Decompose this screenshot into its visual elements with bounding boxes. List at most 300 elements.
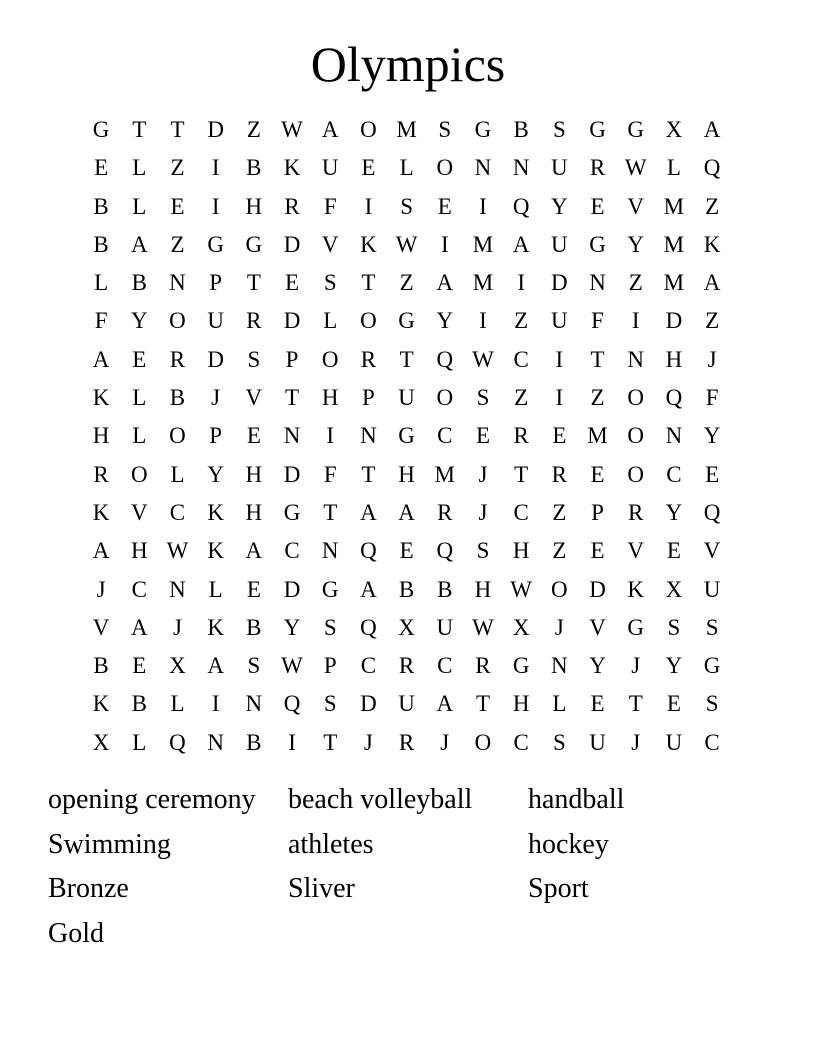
grid-letter: Y [283,614,301,640]
grid-letter: O [169,423,186,449]
grid-letter: B [93,653,109,679]
grid-letter: R [398,729,415,755]
grid-letter: N [665,423,683,449]
grid-letter: Y [627,231,645,257]
grid-letter: H [245,499,263,525]
grid-letter: M [587,423,608,449]
grid-letter: Y [665,499,683,525]
grid-letter: I [479,193,487,219]
grid-letter: R [628,499,644,525]
grid-letter: O [627,385,645,411]
grid-letter: L [208,576,223,602]
grid-letter: R [93,461,109,487]
word-list-item: opening ceremony [48,784,256,815]
grid-letter: W [395,231,418,257]
grid-letter: S [323,270,337,296]
grid-letter: H [512,691,530,717]
grid-letter: M [396,117,417,142]
grid-letter: B [398,576,415,602]
grid-letter: C [666,461,682,487]
grid-letter: D [283,308,301,334]
grid-letter: B [513,117,529,142]
grid-letter: Z [246,117,261,142]
grid-letter: V [130,499,148,525]
grid-letter: M [663,231,685,257]
grid-letter: A [436,691,454,717]
grid-letter: K [283,155,301,181]
grid-letter: C [513,729,529,755]
grid-letter: F [323,461,337,487]
grid-letter: T [323,499,338,525]
grid-letter: N [551,653,568,679]
grid-letter: C [513,499,529,525]
grid-letter: S [552,729,566,755]
grid-letter: H [474,576,492,602]
grid-letter: D [551,270,568,296]
grid-letter: Y [551,193,568,219]
grid-letter: M [663,270,685,296]
grid-letter: D [283,576,301,602]
grid-letter: U [207,308,224,334]
grid-letter: A [436,270,454,296]
grid-letter: A [92,538,110,564]
grid-letter: I [211,193,220,219]
grid-letter: I [211,691,220,717]
grid-letter: I [211,155,220,181]
grid-letter: Z [170,155,185,181]
grid-letter: J [172,614,182,640]
grid-letter: L [552,691,567,717]
grid-letter: R [398,653,415,679]
grid-letter: P [209,270,223,296]
grid-letter: J [211,385,221,411]
grid-letter: D [665,308,683,334]
grid-letter: Q [169,729,186,755]
grid-letter: C [513,346,529,372]
grid-letter: J [363,729,373,755]
grid-letter: L [132,423,147,449]
grid-letter: N [245,691,263,717]
grid-letter: R [475,653,491,679]
grid-letter: Q [703,155,721,181]
grid-letter: O [436,155,454,181]
grid-letter: H [398,461,415,487]
grid-letter: N [512,155,530,181]
grid-letter: U [551,231,568,257]
grid-letter: T [323,729,338,755]
grid-letter: J [440,729,450,755]
grid-letter: D [283,461,301,487]
grid-letter: L [399,155,414,181]
grid-letter: E [361,155,376,181]
grid-letter: E [666,691,681,717]
grid-letter: I [479,308,487,334]
grid-letter: X [92,729,110,755]
grid-letter: B [131,691,147,717]
grid-letter: R [284,193,300,219]
grid-letter: Q [436,346,454,372]
word-list-item: hockey [528,828,609,860]
word-list-item: Bronze [48,873,129,905]
grid-letter: O [360,117,377,142]
grid-letter: G [474,117,492,142]
grid-letter: U [665,729,683,755]
grid-letter: Y [589,653,606,679]
grid-letter: Z [514,308,529,334]
grid-letter: E [132,653,147,679]
grid-letter: J [554,614,564,640]
grid-letter: O [360,308,377,334]
grid-letter: H [245,193,263,219]
grid-letter: G [589,231,606,257]
grid-letter: T [514,461,529,487]
grid-letter: J [478,461,488,487]
grid-letter: D [589,576,606,602]
grid-letter: A [92,346,110,372]
grid-letter: Z [705,308,720,334]
grid-letter: N [321,538,339,564]
grid-letter: S [705,691,719,717]
grid-letter: U [703,576,721,602]
grid-letter: J [96,576,106,602]
grid-letter: R [437,499,453,525]
grid-letter: E [437,193,452,219]
grid-letter: J [631,653,641,679]
grid-letter: A [130,231,148,257]
grid-letter: J [631,729,641,755]
grid-letter: T [361,461,376,487]
word-list-item: athletes [288,828,374,860]
grid-letter: K [92,691,110,717]
grid-letter: L [132,193,147,219]
grid-letter: Y [207,461,224,487]
grid-letter: A [703,270,721,296]
grid-letter: K [360,231,377,257]
grid-letter: B [246,155,262,181]
grid-letter: J [707,346,717,372]
grid-letter: F [94,308,108,334]
grid-letter: Q [283,691,301,717]
grid-letter: T [132,117,147,142]
grid-letter: K [703,231,721,257]
grid-letter: T [399,346,414,372]
grid-letter: V [627,193,645,219]
grid-letter: G [589,117,606,142]
grid-letter: Y [703,423,721,449]
grid-letter: S [247,653,261,679]
grid-letter: W [281,653,303,679]
grid-letter: S [667,614,681,640]
grid-letter: B [131,270,147,296]
grid-letter: K [92,499,110,525]
grid-letter: R [169,346,186,372]
grid-letter: V [703,538,721,564]
grid-letter: P [285,346,299,372]
grid-letter: P [209,423,223,449]
grid-letter: C [437,423,453,449]
grid-letter: M [472,231,494,257]
grid-letter: G [92,117,110,142]
grid-letter: M [663,193,685,219]
grid-letter: K [92,385,110,411]
grid-letter: R [246,308,262,334]
grid-letter: V [627,538,645,564]
grid-letter: S [476,385,490,411]
grid-letter: D [207,117,224,142]
grid-letter: H [245,461,263,487]
grid-letter: G [512,653,530,679]
grid-letter: E [246,423,261,449]
grid-letter: Q [512,193,530,219]
grid-letter: F [705,385,719,411]
grid-letter: A [245,538,263,564]
grid-letter: I [364,193,373,219]
grid-letter: R [551,461,568,487]
grid-letter: I [288,729,296,755]
grid-letter: C [360,653,377,679]
grid-letter: L [94,270,109,296]
grid-letter: H [92,423,110,449]
grid-letter: I [555,385,564,411]
grid-letter: R [360,346,377,372]
grid-letter: C [704,729,720,755]
grid-letter: E [285,270,300,296]
grid-letter: X [512,614,530,640]
grid-letter: V [589,614,606,640]
grid-letter: I [555,346,564,372]
grid-letter: L [170,461,185,487]
grid-letter: G [627,614,645,640]
grid-letter: X [398,614,415,640]
grid-letter: H [130,538,148,564]
grid-letter: S [323,614,337,640]
grid-letter: O [130,461,148,487]
grid-letter: T [170,117,185,142]
grid-letter: C [437,653,453,679]
grid-letter: B [93,231,109,257]
grid-letter: G [398,423,415,449]
grid-letter: I [440,231,449,257]
grid-letter: A [398,499,415,525]
grid-letter: I [631,308,640,334]
grid-letter: N [283,423,301,449]
grid-letter: N [474,155,492,181]
grid-letter: E [94,155,109,181]
grid-letter: K [627,576,645,602]
grid-letter: Q [703,499,721,525]
grid-letter: B [93,193,109,219]
grid-letter: T [475,691,490,717]
grid-letter: L [170,691,185,717]
grid-letter: E [170,193,185,219]
grid-letter: P [323,653,337,679]
grid-letter: G [245,231,263,257]
grid-letter: Y [436,308,454,334]
grid-letter: A [130,614,148,640]
grid-letter: I [326,423,335,449]
grid-letter: X [665,117,683,142]
grid-letter: N [627,346,645,372]
grid-letter: W [281,117,303,142]
word-list-item: Sliver [288,873,355,905]
word-list-item: Sport [528,873,589,905]
grid-letter: T [246,270,261,296]
grid-letter: T [590,346,605,372]
grid-letter: Z [552,499,567,525]
grid-letter: G [207,231,224,257]
grid-letter: A [207,653,224,679]
grid-letter: S [247,346,261,372]
grid-letter: U [436,614,454,640]
grid-letter: W [472,346,494,372]
grid-letter: Z [399,270,414,296]
grid-letter: R [589,155,606,181]
grid-letter: E [705,461,720,487]
grid-letter: M [434,461,455,487]
grid-letter: O [474,729,492,755]
grid-letter: G [398,308,415,334]
grid-letter: Q [436,538,454,564]
grid-letter: O [627,461,645,487]
grid-letter: Q [665,385,683,411]
grid-letter: O [627,423,645,449]
grid-letter: A [321,117,339,142]
grid-letter: N [169,576,186,602]
grid-letter: E [590,461,605,487]
grid-letter: A [360,576,377,602]
grid-letter: E [132,346,147,372]
grid-letter: K [207,499,224,525]
grid-letter: E [590,193,605,219]
grid-letter: A [703,117,721,142]
grid-letter: E [475,423,490,449]
grid-letter: I [517,270,525,296]
grid-letter: E [552,423,567,449]
grid-letter: U [398,385,415,411]
grid-letter: T [361,270,376,296]
grid-letter: M [472,270,494,296]
grid-letter: V [245,385,263,411]
grid-letter: X [169,653,186,679]
grid-letter: Z [705,193,720,219]
grid-letter: U [398,691,415,717]
grid-letter: N [589,270,606,296]
grid-letter: T [285,385,300,411]
grid-letter: Z [552,538,567,564]
grid-letter: H [512,538,530,564]
grid-letter: X [665,576,683,602]
grid-letter: L [323,308,338,334]
grid-letter: U [321,155,339,181]
word-list-item: Swimming [48,828,171,860]
grid-letter: S [552,117,566,142]
grid-letter: E [246,576,261,602]
grid-letter: V [321,231,339,257]
grid-letter: D [360,691,377,717]
grid-letter: C [284,538,300,564]
grid-letter: Y [130,308,148,334]
grid-letter: B [246,729,262,755]
grid-letter: P [591,499,604,525]
grid-letter: S [705,614,719,640]
word-list [48,778,768,957]
grid-letter: E [666,538,681,564]
grid-letter: F [591,308,604,334]
grid-letter: W [510,576,533,602]
grid-letter: A [512,231,530,257]
word-list-item: handball [528,784,625,815]
grid-letter: K [207,614,224,640]
grid-letter: W [472,614,494,640]
grid-letter: L [132,385,147,411]
grid-letter: Q [360,614,377,640]
grid-letter: Z [514,385,529,411]
grid-letter: U [551,155,568,181]
grid-letter: Z [170,231,185,257]
word-list-item: beach volleyball [288,784,473,815]
page-title: Olympics [310,36,506,92]
grid-letter: V [92,614,110,640]
grid-letter: O [321,346,339,372]
grid-letter: B [246,614,262,640]
grid-letter: U [589,729,606,755]
grid-letter: C [169,499,186,525]
grid-letter: Q [360,538,377,564]
grid-letter: R [513,423,529,449]
grid-letter: N [169,270,186,296]
grid-letter: L [132,729,147,755]
grid-letter: W [166,538,189,564]
grid-letter: Z [590,385,605,411]
grid-letter: C [131,576,147,602]
grid-letter: S [476,538,490,564]
grid-letter: O [169,308,186,334]
grid-letter: T [628,691,643,717]
grid-letter: D [283,231,301,257]
grid-letter: O [551,576,568,602]
grid-letter: S [400,193,413,219]
letter-grid [82,111,731,762]
grid-letter: J [478,499,488,525]
grid-letter: G [321,576,339,602]
grid-letter: O [436,385,454,411]
grid-letter: H [321,385,339,411]
grid-letter: H [665,346,683,372]
grid-letter: G [703,653,721,679]
grid-letter: L [666,155,681,181]
grid-letter: S [323,691,337,717]
grid-letter: B [437,576,453,602]
grid-letter: N [207,729,224,755]
grid-letter: K [207,538,224,564]
grid-letter: E [399,538,414,564]
grid-letter: Y [665,653,683,679]
grid-letter: G [627,117,645,142]
grid-letter: S [438,117,452,142]
grid-letter: L [132,155,147,181]
grid-letter: D [207,346,224,372]
grid-letter: E [590,538,605,564]
grid-letter: A [360,499,377,525]
grid-letter: N [360,423,377,449]
grid-letter: P [362,385,375,411]
grid-letter: E [590,691,605,717]
grid-letter: W [624,155,647,181]
grid-letter: B [169,385,186,411]
grid-letter: F [323,193,337,219]
grid-letter: Z [628,270,643,296]
grid-letter: U [551,308,568,334]
